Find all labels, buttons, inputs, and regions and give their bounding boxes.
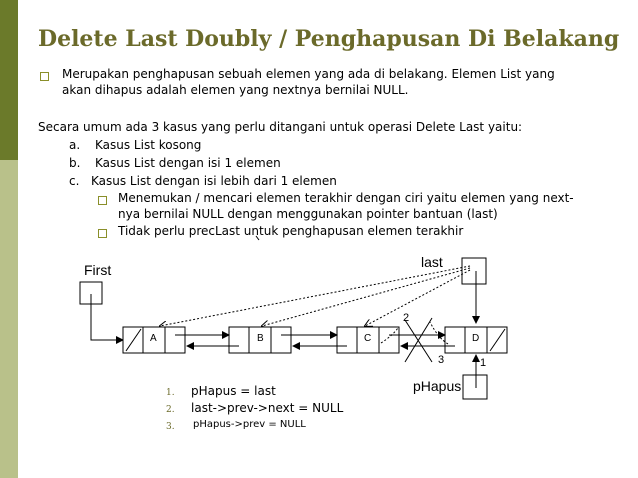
last-scan-to-a	[160, 266, 470, 326]
last-pointer-box	[462, 258, 486, 284]
step-3-text: pHapus->prev = NULL	[193, 419, 306, 430]
case-a-text: Kasus List kosong	[95, 138, 202, 152]
intro-line-2: akan dihapus adalah elemen yang nextnya bernilai NULL.	[62, 83, 409, 97]
last-scan-to-b	[262, 268, 470, 326]
step-2-number: 2.	[166, 405, 175, 415]
node-d-label: D	[472, 333, 480, 344]
first-label: First	[84, 262, 112, 278]
intro-line-1: Merupakan penghapusan sebuah elemen yang ada di belakang. Elemen List yang	[62, 67, 555, 81]
cases-intro: Secara umum ada 3 kasus yang perlu ditangani untuk operasi Delete Last yaitu:	[38, 120, 523, 134]
step-marker-3: 3	[438, 354, 445, 366]
step-marker-2: 2	[403, 312, 410, 324]
slide-title: Delete Last Doubly / Penghapusan Di Belakang	[38, 26, 620, 52]
last-scan-to-c	[365, 270, 470, 326]
case-b-text: Kasus List dengan isi 1 elemen	[95, 156, 281, 170]
case-a-marker: a.	[69, 138, 81, 152]
case-b-marker: b.	[69, 156, 81, 170]
phapus-label: pHapus	[413, 378, 462, 394]
sub-bullet-2: Tidak perlu precLast untuk penghapusan elemen terakhir	[118, 224, 464, 238]
sub-bullet-1-line-2: nya bernilai NULL dengan menggunakan pointer bantuan (last)	[118, 207, 498, 221]
step-1-number: 1.	[166, 388, 175, 398]
step-1-text: pHapus = last	[191, 384, 276, 398]
case-c-text: Kasus List dengan isi lebih dari 1 elemen	[91, 174, 337, 188]
node-b-label: B	[257, 333, 264, 344]
step-marker-1: 1	[480, 357, 487, 369]
step-2-text: last->prev->next = NULL	[191, 401, 344, 415]
stray-mark	[256, 236, 259, 240]
case-c-marker: c.	[69, 174, 80, 188]
phapus-pointer-box	[463, 375, 487, 399]
sub-bullet-1-line-1: Menemukan / mencari elemen terakhir dengan ciri yaitu elemen yang next-	[118, 191, 574, 205]
last-label: last	[421, 254, 443, 270]
node-a-label: A	[150, 333, 157, 344]
node-c-label: C	[364, 333, 372, 344]
step-3-number: 3.	[166, 422, 175, 432]
